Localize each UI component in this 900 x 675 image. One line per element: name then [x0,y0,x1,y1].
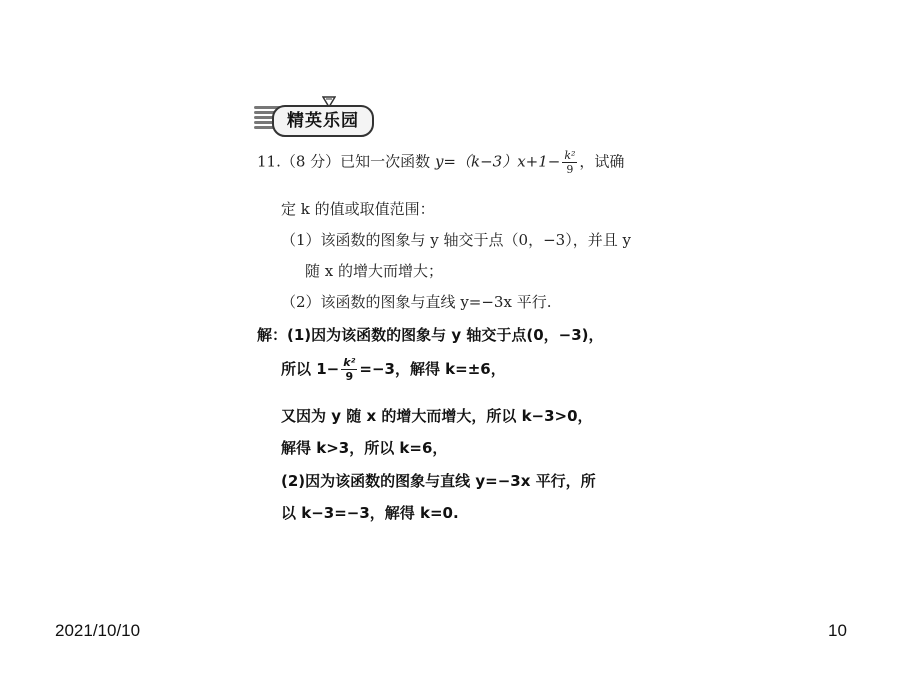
problem-equation: y=（k−3）x+1− [434,152,561,171]
solution-line-2 [281,357,506,382]
solution-line-5: (2)因为该函数的图象与直线 y=−3x 平行，所 [281,472,596,490]
problem-part1-line2: 随 x 的增大而增大； [305,262,443,280]
problem-line-1 [257,150,624,175]
fraction-denominator: 9 [566,163,574,176]
solution-fraction-numerator: k² [343,356,356,369]
badge-title: 精英乐园 [272,105,374,137]
problem-part2: （2）该函数的图象与直线 y=−3x 平行. [281,293,552,311]
problem-line1-tail: ，试确 [579,152,625,171]
solution-line2-end: =−3，解得 k=±6， [359,360,506,378]
solution-fraction [341,357,357,382]
problem-part1-line1: （1）该函数的图象与 y 轴交于点（0，−3），并且 y [281,231,631,249]
section-badge [254,96,379,138]
fraction-numerator: k² [564,149,576,162]
problem-line-2: 定 k 的值或取值范围： [281,200,435,218]
problem-intro: 11.（8 分）已知一次函数 [257,152,431,171]
solution-fraction-denominator: 9 [345,370,354,383]
solution-line-3: 又因为 y 随 x 的增大而增大，所以 k−3>0， [281,407,593,425]
solution-line-1: 解：(1)因为该函数的图象与 y 轴交于点(0，−3)， [257,326,604,344]
problem-fraction [562,150,577,175]
solution-line-6: 以 k−3=−3，解得 k=0. [281,504,459,522]
solution-line-4: 解得 k>3，所以 k=6， [281,439,448,457]
footer-date: 2021/10/10 [55,621,141,640]
page-number: 10 [828,621,847,640]
solution-line2-start: 所以 1− [281,360,340,378]
